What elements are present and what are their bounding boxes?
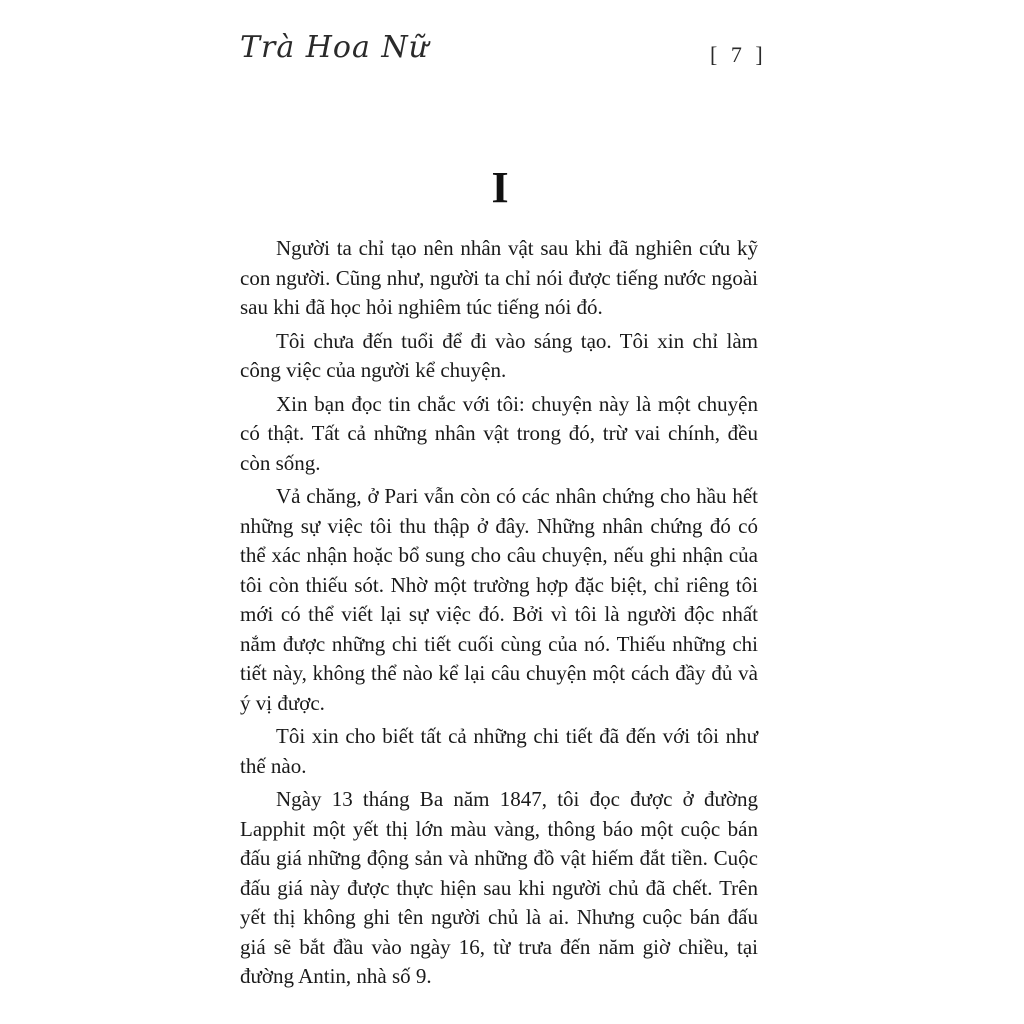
paragraph: Tôi xin cho biết tất cả những chi tiết đã đến với tôi như thế nào.: [240, 724, 758, 778]
paragraph: Ngày 13 tháng Ba năm 1847, tôi đọc được ở đường Lapphit một yết thị lớn màu vàng, thông báo một cuộc bán đấu giá những động sản và những đồ vật hiếm đắt tiền. Cuộc đấu giá này được thực hiện sau khi người chủ đã chết. Trên yết thị không ghi tên người chủ là ai. Nhưng cuộc bán đấu giá sẽ bắt đầu vào ngày 16, từ trưa đến năm giờ chiều, tại đường Antin, nhà số 9.: [240, 787, 758, 988]
paragraph: Xin bạn đọc tin chắc với tôi: chuyện này là một chuyện có thật. Tất cả những nhân vật trong đó, trừ vai chính, đều còn sống.: [240, 391, 758, 475]
page-number: [ 7 ]: [710, 42, 767, 67]
paragraph: Tôi chưa đến tuổi để đi vào sáng tạo. Tôi xin chỉ làm công việc của người kể chuyện.: [240, 328, 758, 382]
paragraph: Vả chăng, ở Pari vẫn còn có các nhân chứng cho hầu hết những sự việc tôi thu thập ở đây. Những nhân chứng đó có thể xác nhận hoặc bổ sung cho câu chuyện, nếu ghi nhận của tôi còn thiếu sót. Nhờ một trường hợp đặc biệt, chỉ riêng tôi mới có thể viết lại sự việc đó. Bởi vì tôi là người độc nhất nắm được những chi tiết cuối cùng của nó. Thiếu những chi tiết này, không thể nào kể lại câu chuyện một cách đầy đủ và ý vị được.: [240, 484, 758, 715]
chapter-numeral: I: [491, 163, 509, 212]
body-text: [240, 234, 758, 996]
running-head-title: Trà Hoa Nữ: [240, 30, 429, 65]
paragraph: Người ta chỉ tạo nên nhân vật sau khi đã nghiên cứu kỹ con người. Cũng như, người ta chỉ nói được tiếng nước ngoài sau khi đã học hỏi nghiêm túc tiếng nói đó.: [240, 236, 758, 319]
